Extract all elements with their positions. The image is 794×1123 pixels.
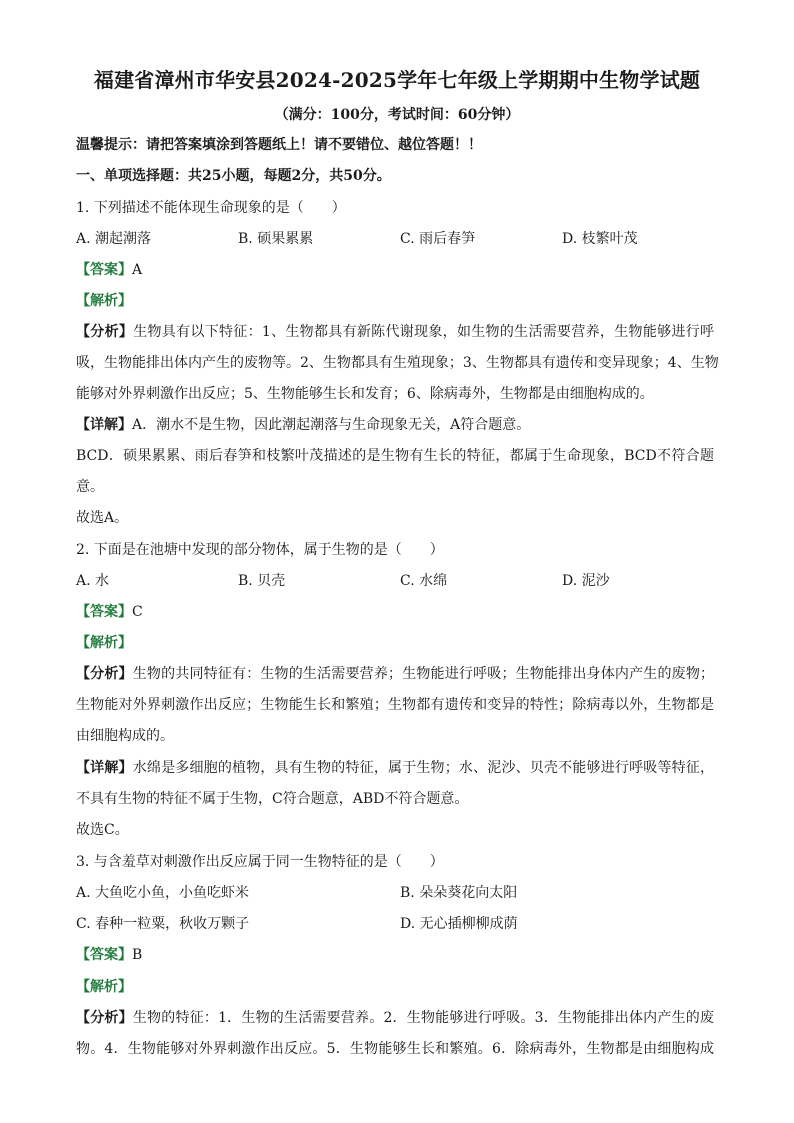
warm-tip: 温馨提示：请把答案填涂到答题纸上！请不要错位、越位答题！！ (76, 137, 482, 153)
question-1-answer (76, 260, 142, 280)
fenxi-label: 【分析】 (76, 324, 134, 340)
question-1-xiangjie-line-3: 意。 (76, 479, 104, 495)
question-2-fenxi-line-3: 由细胞构成的。 (76, 728, 174, 744)
question-2-answer: 【答案】C (76, 604, 143, 620)
question-1-option-b: B. 硕果累累 (238, 231, 314, 247)
exam-info: （满分：100分，考试时间：60分钟） (274, 107, 520, 123)
question-2-option-b: B. 贝壳 (238, 573, 286, 589)
question-1-fenxi-line-1: 【分析】生物具有以下特征：1、生物都具有新陈代谢现象，如生物的生活需要营养，生物能够进行呼 (76, 324, 715, 340)
question-2-conclusion: 故选C。 (76, 822, 129, 838)
question-2-option-a: A. 水 (76, 573, 110, 589)
question-2-stem: 2. 下面是在池塘中发现的部分物体，属于生物的是（ ） (76, 542, 444, 558)
question-2-fenxi-line-2: 生物能对外界刺激作出反应；生物能生长和繁殖；生物都有遗传和变异的特性；除病毒以外，生物都是 (76, 697, 714, 713)
answer-value: A (132, 262, 143, 278)
section-heading: 一、单项选择题：共25小题，每题2分，共50分。 (76, 168, 391, 184)
question-3-option-d: D. 无心插柳柳成荫 (400, 916, 518, 932)
answer-label: 【答案】 (76, 262, 132, 278)
question-2-option-c: C. 水绵 (400, 573, 448, 589)
page-title: 福建省漳州市华安县2024-2025学年七年级上学期期中生物学试题 (93, 68, 701, 92)
question-1-stem: 1. 下列描述不能体现生命现象的是（ ） (76, 200, 346, 216)
question-3-stem: 3. 与含羞草对刺激作出反应属于同一生物特征的是（ ） (76, 854, 444, 870)
question-3-option-b: B. 朵朵葵花向太阳 (400, 885, 518, 901)
question-2-option-d: D. 泥沙 (562, 573, 610, 589)
question-3-fenxi-line-2: 物。4．生物能够对外界刺激作出反应。5．生物能够生长和繁殖。6．除病毒外，生物都是由细胞构成 (76, 1041, 714, 1057)
question-3-answer: 【答案】B (76, 947, 143, 963)
xiangjie-label: 【详解】 (76, 417, 132, 433)
question-2-xiangjie-line-1: 【详解】水绵是多细胞的植物，具有生物的特征，属于生物；水、泥沙、贝壳不能够进行呼吸等特征， (76, 760, 715, 776)
question-2-xiangjie-line-2: 不具有生物的特征不属于生物，C符合题意，ABD不符合题意。 (76, 791, 469, 807)
question-1-fenxi-line-3: 能够对外界刺激作出反应；5、生物能够生长和发育；6、除病毒外，生物都是由细胞构成的。 (76, 386, 654, 402)
question-1-conclusion: 故选A。 (76, 510, 129, 526)
question-1-analysis-label: 【解析】 (76, 293, 132, 309)
question-3-fenxi-line-1: 【分析】生物的特征：1．生物的生活需要营养。2．生物能够进行呼吸。3．生物能排出体内产生的废 (76, 1010, 714, 1026)
question-1-option-d: D. 枝繁叶茂 (562, 231, 638, 247)
question-1-xiangjie-line-2: BCD．硕果累累、雨后春笋和枝繁叶茂描述的是生物有生长的特征，都属于生命现象，BCD不符合题 (76, 448, 714, 464)
question-1-xiangjie-line-1: 【详解】A．潮水不是生物，因此潮起潮落与生命现象无关，A符合题意。 (76, 417, 531, 433)
question-1-fenxi-line-2: 吸，生物能排出体内产生的废物等。2、生物都具有生殖现象；3、生物都具有遗传和变异现象；4、生物 (76, 355, 719, 371)
question-2-fenxi-line-1: 【分析】生物的共同特征有：生物的生活需要营养；生物能进行呼吸；生物能排出身体内产生的废物； (76, 666, 715, 682)
question-1-option-a: A. 潮起潮落 (76, 231, 152, 247)
question-3-option-a: A. 大鱼吃小鱼，小鱼吃虾米 (76, 885, 250, 901)
question-3-analysis-label: 【解析】 (76, 979, 132, 995)
question-3-option-c: C. 春种一粒粟，秋收万颗子 (76, 916, 250, 932)
question-2-analysis-label: 【解析】 (76, 635, 132, 651)
question-1-option-c: C. 雨后春笋 (400, 231, 476, 247)
